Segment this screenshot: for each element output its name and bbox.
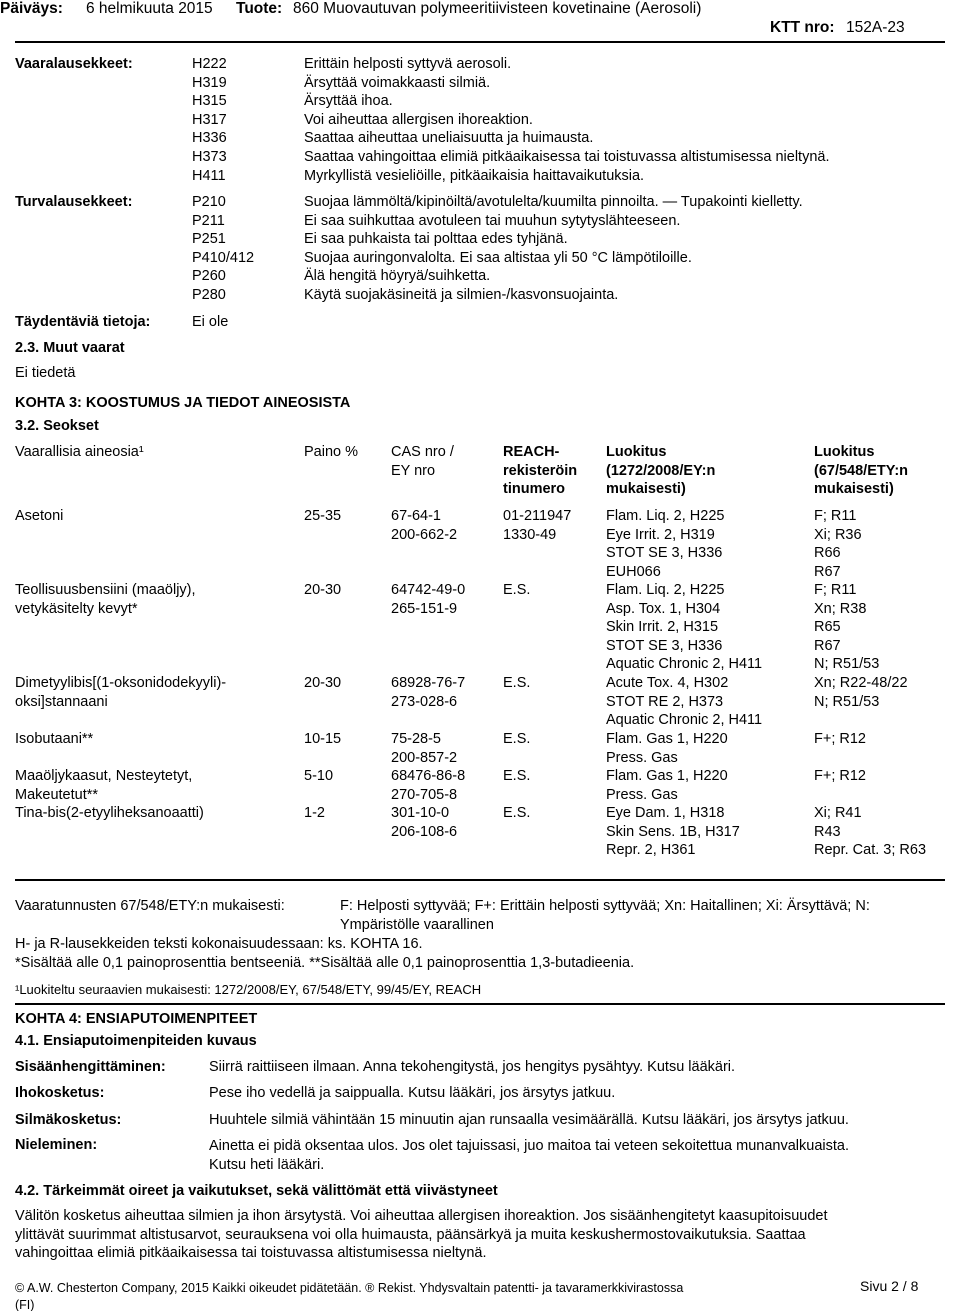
substance-weight: 1-2: [304, 805, 325, 821]
col-header-clp-line: Luokitus: [606, 444, 667, 460]
header-ktt-value: 152A-23: [846, 19, 905, 36]
precaution-text: Ei saa suihkuttaa avotuleen tai muuhun sytytyslähteeseen.: [304, 212, 681, 229]
substance-name: Dimetyylibis[(1-oksonidodekyyli)-: [15, 675, 227, 691]
precaution-texts: [304, 193, 803, 305]
substance-name: Asetoni: [15, 508, 64, 524]
substance-reach-line: E.S.: [503, 768, 531, 784]
header-date-value: 6 helmikuuta 2015: [86, 0, 213, 17]
substance-weight: 25-35: [304, 508, 342, 524]
precaution-text: Käytä suojakäsineitä ja silmien-/kasvonsuojainta.: [304, 286, 619, 303]
substance-dsd-line: F; R11: [814, 508, 857, 524]
hazard-statements-label: Vaaralausekkeet:: [15, 56, 133, 72]
full-text-note: H- ja R-lausekkeiden teksti kokonaisuudessaan: ks. KOHTA 16.: [15, 936, 423, 952]
substance-cas: [391, 674, 465, 711]
first-aid-eye-label: Silmäkosketus:: [15, 1112, 122, 1128]
substance-reach-line: E.S.: [503, 731, 531, 747]
substance-dsd: [814, 767, 866, 786]
benzene-note: *Sisältää alle 0,1 painoprosenttia bentseeniä. **Sisältää alle 0,1 painoprosenttia 1,3-butadieenia.: [15, 955, 635, 971]
substance-reach: [503, 581, 530, 600]
hazard-code: H373: [192, 148, 227, 165]
other-hazards-title: 2.3. Muut vaarat: [15, 340, 125, 356]
substance-cas-line: 265-151-9: [391, 600, 458, 617]
substance-clp-line: Repr. 2, H361: [606, 842, 696, 859]
substance-name: vetykäsitelty kevyt*: [15, 600, 138, 617]
precaution-code: P211: [192, 212, 225, 229]
substance-dsd-line: R67: [814, 637, 841, 654]
hazard-code: H222: [192, 56, 227, 72]
table-row-substance: [15, 804, 204, 823]
hazard-code: H315: [192, 93, 227, 110]
symptoms-line: Välitön kosketus aiheuttaa silmien ja ihon ärsytystä. Voi aiheuttaa allergisen ihoreaktion. Jos sisäänhengitetyt kaasupitoisuudet: [15, 1208, 828, 1224]
first-aid-skin-label: Ihokosketus:: [15, 1085, 105, 1101]
substance-cas: [391, 730, 457, 767]
substance-clp-line: Flam. Liq. 2, H225: [606, 508, 725, 524]
substance-clp: [606, 674, 762, 730]
hazard-code: H411: [192, 167, 226, 184]
hazard-code: H317: [192, 111, 227, 128]
hazard-texts: [304, 55, 830, 185]
substance-name: Makeutetut**: [15, 786, 99, 803]
col-header-dsd: [814, 443, 908, 499]
substance-cas-line: 273-028-6: [391, 693, 458, 710]
substance-clp: [606, 730, 728, 767]
substance-clp-line: Skin Sens. 1B, H317: [606, 823, 740, 840]
substance-clp: [606, 507, 724, 581]
substance-clp: [606, 767, 728, 804]
substance-dsd-line: Xn; R22-48/22: [814, 675, 908, 691]
header-rule: [15, 41, 945, 43]
precaution-text: Ei saa puhkaista tai polttaa edes tyhjänä.: [304, 231, 568, 248]
substance-name: oksi]stannaani: [15, 693, 108, 710]
substance-clp-line: STOT SE 3, H336: [606, 545, 723, 562]
substance-clp-line: Aquatic Chronic 2, H411: [606, 712, 763, 729]
substance-dsd-line: Xi; R41: [814, 805, 862, 821]
dsd-symbols-label: Vaaratunnusten 67/548/ETY:n mukaisesti:: [15, 898, 285, 914]
substance-cas-line: 67-64-1: [391, 508, 441, 524]
substance-reach: [503, 674, 530, 693]
substance-reach: [503, 507, 571, 544]
first-aid-ingestion-line: Ainetta ei pidä oksentaa ulos. Jos olet tajuissasi, juo maitoa tai veteen sekoitettua munanvalkuaista.: [209, 1138, 849, 1154]
col-header-dsd-line: mukaisesti): [814, 481, 894, 498]
section4-rule: [15, 1003, 945, 1005]
substance-reach: [503, 730, 530, 749]
substance-clp-line: EUH066: [606, 563, 661, 580]
substance-clp: [606, 581, 762, 674]
first-aid-eye-text: Huuhtele silmiä vähintään 15 minuutin ajan runsaalla vesimäärällä. Kutsu lääkäri, jos ärsytys jatkuu.: [209, 1112, 849, 1128]
substance-dsd: [814, 581, 879, 674]
substance-weight: 20-30: [304, 582, 342, 598]
footer-copyright: © A.W. Chesterton Company, 2015 Kaikki oikeudet pidätetään. ® Rekist. Yhdysvaltain patentti- ja tavaramerkkivirastossa: [15, 1281, 684, 1295]
substance-reach: [503, 804, 530, 823]
substance-name: Tina-bis(2-etyyliheksanoaatti): [15, 805, 204, 821]
hazard-text: Erittäin helposti syttyvä aerosoli.: [304, 56, 512, 72]
section3-title: KOHTA 3: KOOSTUMUS JA TIEDOT AINEOSISTA: [15, 395, 351, 411]
col-header-clp: [606, 443, 715, 499]
substance-cas: [391, 804, 457, 841]
substance-clp-line: Flam. Liq. 2, H225: [606, 582, 725, 598]
substance-dsd: [814, 730, 866, 749]
precaution-text: Älä hengitä höyryä/suihketta.: [304, 268, 491, 285]
section4-sub2: 4.2. Tärkeimmät oireet ja vaikutukset, sekä välittömät että viivästyneet: [15, 1183, 498, 1199]
substance-clp-line: STOT SE 3, H336: [606, 637, 723, 654]
table-row-substance: [15, 674, 226, 711]
substance-reach-line: E.S.: [503, 675, 531, 691]
col-header-reach-line: rekisteröin: [503, 462, 578, 479]
substance-dsd: [814, 507, 862, 581]
substance-clp-line: Press. Gas: [606, 749, 678, 766]
precaution-text: Suojaa auringonvalolta. Ei saa altistaa yli 50 °C lämpötiloille.: [304, 249, 692, 266]
substance-clp-line: Eye Irrit. 2, H319: [606, 526, 715, 543]
substance-weight: 20-30: [304, 675, 342, 691]
substance-dsd-line: N; R51/53: [814, 656, 880, 673]
hazard-text: Voi aiheuttaa allergisen ihoreaktion.: [304, 111, 533, 128]
table-row-substance: [15, 507, 63, 526]
substance-cas-line: 64742-49-0: [391, 582, 466, 598]
section4-sub2-text: [15, 1207, 828, 1263]
substance-clp-line: Flam. Gas 1, H220: [606, 731, 728, 747]
col-header-reach: [503, 443, 577, 499]
substance-cas: [391, 507, 457, 544]
substance-cas-line: 68928-76-7: [391, 675, 466, 691]
substance-name: Teollisuusbensiini (maaöljy),: [15, 582, 196, 598]
substance-cas-line: 270-705-8: [391, 786, 458, 803]
substance-cas-line: 301-10-0: [391, 805, 450, 821]
col-header-clp-line: (1272/2008/EY:n: [606, 462, 716, 479]
supplementary-info-label: Täydentäviä tietoja:: [15, 314, 151, 330]
substance-dsd-line: R43: [814, 823, 841, 840]
header-ktt-label: KTT nro:: [770, 19, 835, 36]
substance-dsd-line: F; R11: [814, 582, 857, 598]
substance-name: Isobutaani**: [15, 731, 94, 747]
substance-cas-line: 206-108-6: [391, 823, 458, 840]
hazard-text: Myrkyllistä vesieliöille, pitkäaikaisia haittavaikutuksia.: [304, 167, 645, 184]
classification-note: ¹Luokiteltu seuraavien mukaisesti: 1272/2008/EY, 67/548/ETY, 99/45/EY, REACH: [15, 982, 482, 997]
hazard-text: Saattaa aiheuttaa uneliaisuutta ja huimausta.: [304, 130, 594, 147]
substance-clp-line: Acute Tox. 4, H302: [606, 675, 729, 691]
hazard-text: Ärsyttää ihoa.: [304, 93, 393, 110]
substance-reach: [503, 767, 530, 786]
section4-sub1: 4.1. Ensiaputoimenpiteiden kuvaus: [15, 1033, 257, 1049]
first-aid-ingestion-label: Nieleminen:: [15, 1137, 98, 1153]
substance-dsd-line: R67: [814, 563, 841, 580]
substance-dsd-line: F+; R12: [814, 768, 866, 784]
table-row-substance: [15, 581, 196, 618]
substance-cas: [391, 581, 465, 618]
footer-page-number: Sivu 2 / 8: [860, 1278, 919, 1294]
precaution-code: P260: [192, 268, 226, 285]
hazard-codes: [192, 55, 227, 185]
substance-cas-line: 68476-86-8: [391, 768, 466, 784]
precaution-code: P210: [192, 194, 226, 210]
section3-subtitle: 3.2. Seokset: [15, 418, 99, 434]
substance-reach-line: 01-211947: [503, 508, 572, 524]
hazard-text: Ärsyttää voimakkaasti silmiä.: [304, 74, 491, 91]
header-product-value: 860 Muovautuvan polymeeritiivisteen kovetinaine (Aerosoli): [293, 0, 702, 17]
hazard-text: Saattaa vahingoittaa elimiä pitkäaikaisessa tai toistuvassa altistumisessa nieltynä.: [304, 148, 830, 165]
substance-cas: [391, 767, 465, 804]
hazard-code: H336: [192, 130, 227, 147]
col-header-substance: Vaarallisia aineosia¹: [15, 444, 144, 460]
substance-cas-line: 75-28-5: [391, 731, 441, 747]
symptoms-line: vahingoittaa elimiä pitkäaikaisessa tai toistuvassa altistumisessa nieltynä.: [15, 1245, 487, 1262]
other-hazards-text: Ei tiedetä: [15, 365, 76, 381]
substance-dsd: [814, 804, 926, 860]
substance-dsd-line: N; R51/53: [814, 693, 880, 710]
substance-dsd-line: Repr. Cat. 3; R63: [814, 842, 927, 859]
header-product-label: Tuote:: [236, 0, 283, 17]
col-header-reach-line: tinumero: [503, 481, 566, 498]
substance-clp-line: Asp. Tox. 1, H304: [606, 600, 721, 617]
table-row-substance: [15, 730, 93, 749]
precaution-code: P251: [192, 231, 226, 248]
first-aid-skin-text: Pese iho vedellä ja saippualla. Kutsu lääkäri, jos ärsytys jatkuu.: [209, 1085, 616, 1101]
substance-clp: [606, 804, 740, 860]
supplementary-info-value: Ei ole: [192, 314, 229, 330]
substance-reach-line: 1330-49: [503, 526, 557, 543]
first-aid-ingestion-line: Kutsu heti lääkäri.: [209, 1156, 325, 1173]
precaution-code: P410/412: [192, 249, 255, 266]
substance-clp-line: Aquatic Chronic 2, H411: [606, 656, 763, 673]
substance-clp-line: Eye Dam. 1, H318: [606, 805, 725, 821]
col-header-reach-line: REACH-: [503, 444, 560, 460]
first-aid-inhalation-label: Sisäänhengittäminen:: [15, 1059, 166, 1075]
substance-reach-line: E.S.: [503, 805, 531, 821]
precaution-text: Suojaa lämmöltä/kipinöiltä/avotulelta/kuumilta pinnoilta. — Tupakointi kielletty.: [304, 194, 803, 210]
substance-dsd-line: F+; R12: [814, 731, 866, 747]
col-header-cas-line: CAS nro /: [391, 444, 454, 460]
substance-dsd-line: Xi; R36: [814, 526, 862, 543]
table-row-substance: [15, 767, 192, 804]
dsd-symbols-text-2: Ympäristölle vaarallinen: [340, 917, 494, 933]
hazard-code: H319: [192, 74, 227, 91]
section4-title: KOHTA 4: ENSIAPUTOIMENPITEET: [15, 1011, 258, 1027]
col-header-dsd-line: (67/548/ETY:n: [814, 462, 909, 479]
col-header-cas: [391, 443, 454, 480]
dsd-symbols-text: F: Helposti syttyvää; F+: Erittäin helposti syttyvää; Xn: Haitallinen; Xi: Ärsyttävä; N:: [340, 898, 870, 914]
table-bottom-rule: [15, 879, 945, 881]
header-date-label: Päiväys:: [0, 0, 63, 17]
precautionary-statements-label: Turvalausekkeet:: [15, 194, 133, 210]
substance-dsd-line: R66: [814, 545, 841, 562]
substance-clp-line: STOT RE 2, H373: [606, 693, 724, 710]
footer-language: (FI): [15, 1298, 35, 1311]
substance-reach-line: E.S.: [503, 582, 531, 598]
substance-clp-line: Press. Gas: [606, 786, 678, 803]
substance-cas-line: 200-857-2: [391, 749, 458, 766]
substance-dsd-line: R65: [814, 619, 841, 636]
substance-clp-line: Flam. Gas 1, H220: [606, 768, 728, 784]
first-aid-inhalation-text: Siirrä raittiiseen ilmaan. Anna tekohengitystä, jos hengitys pysähtyy. Kutsu lääkäri.: [209, 1059, 736, 1075]
substance-weight: 5-10: [304, 768, 334, 784]
substance-clp-line: Skin Irrit. 2, H315: [606, 619, 719, 636]
col-header-weight: Paino %: [304, 444, 359, 460]
substance-cas-line: 200-662-2: [391, 526, 458, 543]
substance-dsd: [814, 674, 908, 711]
substance-dsd-line: Xn; R38: [814, 600, 867, 617]
symptoms-line: ylittävät suurimmat altistusarvot, seurauksena voi olla huimausta, päänsärkyä ja muita keskushermostovaikutuksia. Saattaa: [15, 1226, 806, 1243]
substance-weight: 10-15: [304, 731, 342, 747]
precaution-code: P280: [192, 286, 226, 303]
col-header-cas-line: EY nro: [391, 462, 436, 479]
first-aid-ingestion-text: [209, 1137, 849, 1174]
substance-name: Maaöljykaasut, Nesteytetyt,: [15, 768, 193, 784]
precaution-codes: [192, 193, 254, 305]
col-header-clp-line: mukaisesti): [606, 481, 686, 498]
col-header-dsd-line: Luokitus: [814, 444, 875, 460]
